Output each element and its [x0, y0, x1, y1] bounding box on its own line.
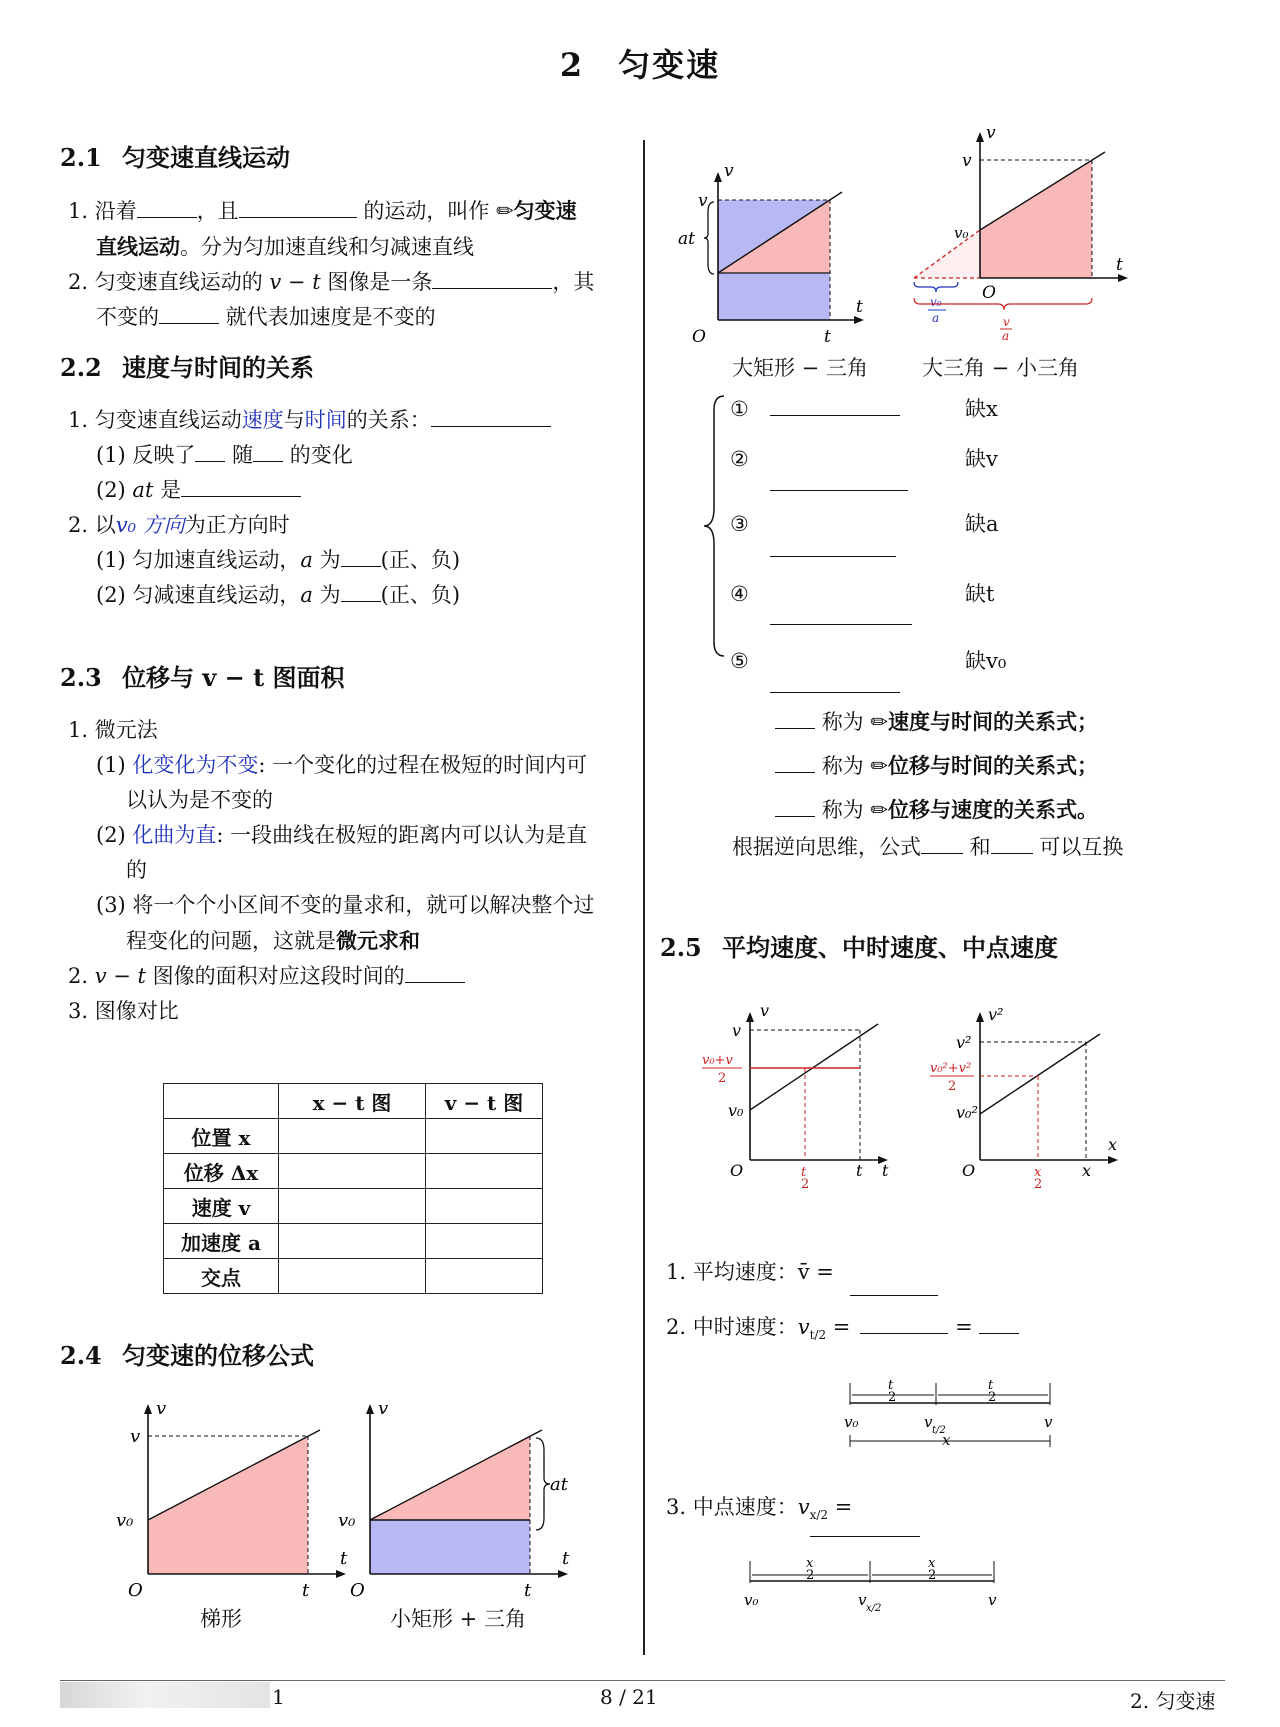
mid-point-graph [890, 1005, 1130, 1192]
svg-text:O: O [962, 1161, 976, 1180]
mid-time-graph [660, 1001, 900, 1192]
svg-text:x/2: x/2 [866, 1603, 882, 1614]
caption-big-small-triangle: 大三角 − 小三角 [922, 356, 1079, 380]
svg-text:t: t [856, 1161, 863, 1180]
section-heading: 2.1 匀变速直线运动 [60, 143, 290, 172]
left-brace [700, 392, 730, 672]
section-2-1: 2.1 匀变速直线运动 1. 沿着 ，且 的运动，叫作 ✏匀变速 直线运动。分为匀加速直线和匀减速直线 2. 匀变速直线运动的 v − t 图像是一条 ，其 不变的 就代表加速度是不变的 [60, 138, 594, 335]
svg-text:v: v [924, 1413, 933, 1431]
svg-text:2: 2 [928, 1568, 937, 1583]
svg-text:v: v [378, 1398, 389, 1419]
blank-5 [770, 670, 900, 693]
table-row: 位置 x [164, 1119, 543, 1154]
rect-plus-triangle-graph [332, 1398, 632, 1601]
svg-text:v: v [698, 191, 708, 211]
svg-text:2: 2 [806, 1568, 815, 1583]
list-item: ③ 缺a [730, 512, 999, 536]
table-header-row: x − t 图 v − t 图 [164, 1084, 543, 1119]
svg-text:v: v [858, 1591, 867, 1609]
relation-calls: 称为 ✏速度与时间的关系式； 称为 ✏位移与时间的关系式； 称为 ✏位移与速度的关系式。 [775, 700, 1098, 832]
svg-text:O: O [982, 283, 996, 303]
svg-text:v²: v² [956, 1033, 972, 1052]
section-heading: 2.3 位移与 v − t 图面积 [60, 663, 345, 692]
blank-3 [770, 534, 896, 557]
svg-text:v₀: v₀ [954, 224, 969, 242]
svg-text:v₀: v₀ [930, 295, 942, 309]
table-row: 位移 Δx [164, 1154, 543, 1189]
blank-midpoint [810, 1514, 920, 1537]
svg-text:t: t [888, 1378, 894, 1393]
svg-text:2: 2 [801, 1177, 810, 1192]
svg-text:t: t [340, 1548, 348, 1569]
svg-text:O: O [692, 327, 706, 347]
svg-text:v₀: v₀ [728, 1101, 744, 1120]
footer-left: 1 [272, 1685, 285, 1709]
svg-text:x: x [942, 1431, 951, 1449]
comparison-table [163, 1083, 543, 1294]
svg-text:v: v [1044, 1413, 1053, 1431]
section-heading: 2.4 匀变速的位移公式 [60, 1341, 314, 1370]
svg-text:2: 2 [888, 1390, 897, 1405]
svg-text:t: t [801, 1165, 807, 1180]
svg-text:t: t [524, 1580, 532, 1601]
svg-text:a: a [932, 311, 940, 325]
list-item: ④ 缺t [730, 582, 995, 606]
section-heading: 2.2 速度与时间的关系 [60, 353, 314, 382]
mid-time-segment [840, 1375, 1100, 1465]
svg-text:2: 2 [718, 1071, 727, 1086]
svg-text:v: v [724, 161, 734, 181]
svg-text:v₀: v₀ [744, 1591, 759, 1609]
section-2-3: 2.3 位移与 v − t 图面积 1. 微元法 (1) 化变化为不变: 一个变化的过程在极短的时间内可 以认为是不变的 (2) 化曲为直: 一段曲线在极短的距离内可以认为是直 的 (3) 将一个个小区间不变的量求和，就可以解决整个过 程变化的问题，这就是微元求和 2. v − t 图像的面积对应这段时间的 3. 图像对比 [60, 658, 594, 1029]
section-2-4 [60, 1336, 314, 1371]
svg-text:t: t [1116, 255, 1123, 275]
footer-page-number: 8 / 21 [600, 1685, 658, 1709]
section-2-2: 2.2 速度与时间的关系 1. 匀变速直线运动速度与时间的关系： (1) 反映了 随 的变化 (2) at 是 2. 以v₀ 方向为正方向时 (1) 匀加速直线运动，a 为 (正、负) (2) 匀减速直线运动，a 为 (正、负) [60, 348, 551, 613]
footer-right: 2. 匀变速 [1130, 1689, 1216, 1713]
svg-text:x: x [1108, 1135, 1118, 1154]
svg-text:v²: v² [988, 1005, 1004, 1024]
big-rect-minus-triangle-graph [678, 161, 900, 370]
svg-text:O: O [730, 1161, 744, 1180]
caption-rect-triangle: 小矩形 + 三角 [390, 1607, 526, 1631]
svg-text:t: t [562, 1548, 570, 1569]
svg-text:v₀+v: v₀+v [702, 1053, 733, 1068]
table-row: 交点 [164, 1259, 543, 1294]
page-title: 2 匀变速 [559, 46, 721, 84]
section-heading: 2.5 平均速度、中时速度、中点速度 [660, 933, 1058, 962]
svg-text:v₀: v₀ [844, 1413, 859, 1431]
blank-2 [770, 468, 908, 491]
redacted-block [60, 1682, 270, 1708]
caption-big-rect-triangle: 大矩形 − 三角 [732, 356, 868, 380]
svg-text:at: at [678, 229, 695, 249]
svg-text:x: x [806, 1556, 814, 1571]
table-row: 速度 v [164, 1189, 543, 1224]
svg-text:v: v [156, 1398, 167, 1419]
table-row: 加速度 a [164, 1224, 543, 1259]
svg-text:O: O [128, 1580, 143, 1601]
list-item: ① 缺x [730, 392, 900, 427]
caption-trapezoid: 梯形 [200, 1607, 242, 1631]
blank-4 [770, 602, 912, 625]
svg-text:v₀²: v₀² [956, 1103, 978, 1122]
svg-text:v₀: v₀ [338, 1510, 356, 1531]
svg-text:x: x [1082, 1161, 1092, 1180]
svg-text:v₀: v₀ [116, 1510, 134, 1531]
svg-text:2: 2 [1034, 1177, 1043, 1192]
svg-text:v: v [130, 1426, 141, 1447]
list-item: ⑤ 缺v₀ [730, 649, 1007, 673]
svg-text:t/2: t/2 [932, 1425, 946, 1436]
svg-text:O: O [350, 1580, 365, 1601]
svg-text:t: t [882, 1161, 889, 1180]
footer-rule [60, 1680, 1225, 1681]
svg-text:t: t [988, 1378, 994, 1393]
svg-text:v: v [1003, 315, 1010, 329]
svg-text:t: t [302, 1580, 310, 1601]
svg-text:2: 2 [948, 1079, 957, 1094]
svg-text:v: v [962, 151, 972, 171]
svg-text:2: 2 [988, 1390, 997, 1405]
column-divider [643, 140, 645, 1655]
blank-average [850, 1273, 938, 1296]
formula-list [730, 392, 1110, 682]
svg-text:v: v [988, 1591, 997, 1609]
big-minus-small-triangle-graph [900, 123, 1123, 343]
list-item: ② 缺v [730, 447, 998, 471]
svg-text:at: at [550, 1474, 568, 1495]
svg-text:v: v [732, 1021, 742, 1040]
svg-text:v: v [986, 123, 996, 143]
svg-text:t: t [856, 297, 863, 317]
svg-text:x: x [1034, 1165, 1042, 1180]
svg-text:v: v [760, 1001, 770, 1020]
section-2-5 [660, 928, 1058, 963]
svg-text:v₀²+v²: v₀²+v² [930, 1061, 972, 1076]
svg-text:x: x [928, 1556, 936, 1571]
mid-point-segment [740, 1555, 1020, 1625]
svg-text:a: a [1002, 329, 1010, 343]
svg-text:t: t [824, 327, 831, 347]
